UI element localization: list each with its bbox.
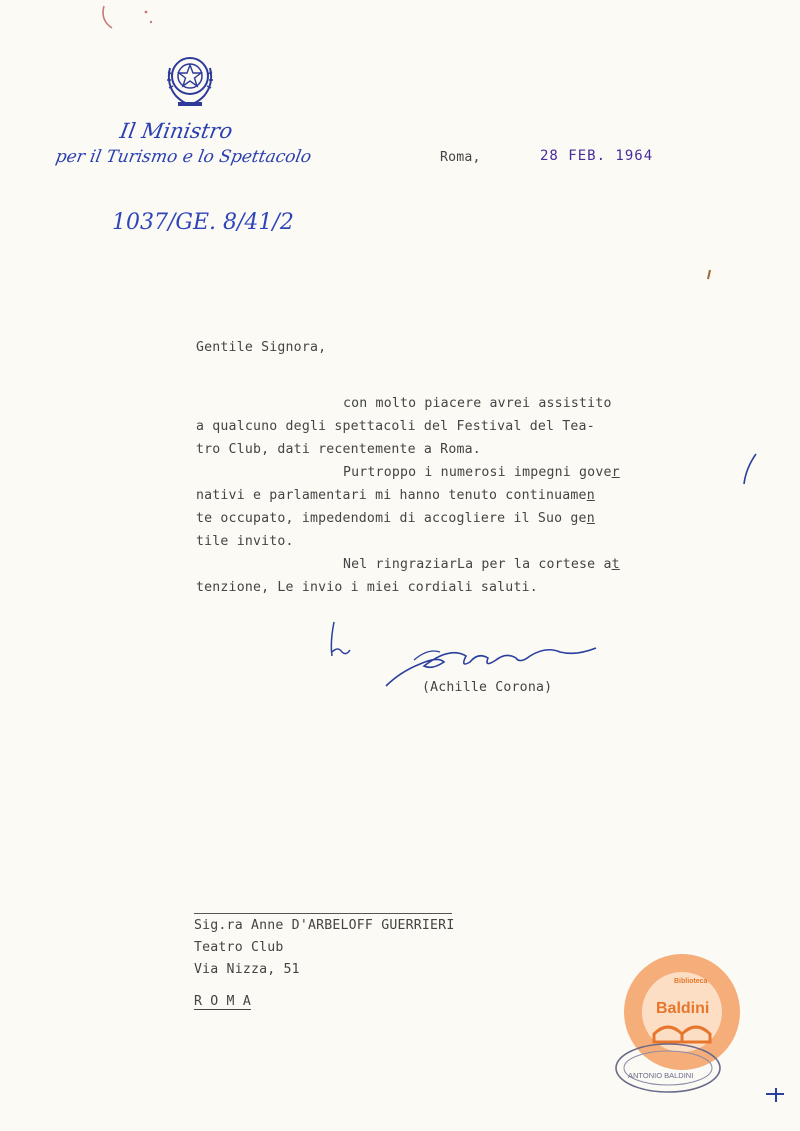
text-span: te occupato, impedendomi di accogliere il Suo ge xyxy=(196,511,587,526)
corner-blue-mark xyxy=(764,1086,790,1106)
library-stamp-label-2: Baldini xyxy=(656,1000,710,1017)
ministry-line-2: per il Turismo e lo Spettacolo xyxy=(53,147,313,167)
italian-republic-emblem-icon xyxy=(160,48,220,110)
body-p2-line4: tile invito. xyxy=(196,534,294,549)
text-span: n xyxy=(586,488,595,503)
date-stamp: 28 FEB. 1964 xyxy=(540,148,654,164)
margin-pencil-mark xyxy=(740,450,760,490)
protocol-number: 1037/GE. 8/41/2 xyxy=(112,210,294,235)
body-p2-line1 xyxy=(343,465,620,480)
dateline-place: Roma, xyxy=(440,150,481,165)
address-city: R O M A xyxy=(194,994,251,1009)
oval-collection-stamp xyxy=(612,1040,724,1096)
text-span: r xyxy=(611,465,620,480)
address-rule xyxy=(194,913,452,914)
typed-signature-name: (Achille Corona) xyxy=(422,680,553,695)
corner-mark xyxy=(96,2,156,32)
text-span: n xyxy=(586,511,595,526)
text-span: nativi e parlamentari mi hanno tenuto continuame xyxy=(196,488,587,503)
stray-mark xyxy=(705,266,713,278)
body-p3-line2: tenzione, Le invio i miei cordiali saluti. xyxy=(196,580,538,595)
body-p2-line3 xyxy=(196,511,595,526)
body-p1-line2: a qualcuno degli spettacoli del Festival del Tea- xyxy=(196,419,595,434)
library-stamp-label-1: Biblioteca xyxy=(674,978,708,985)
ministry-line-1: Il Ministro xyxy=(118,119,235,143)
address-line3: Via Nizza, 51 xyxy=(194,962,300,977)
text-span: Nel ringraziarLa per la cortese a xyxy=(343,557,612,572)
body-p1-line1: con molto piacere avrei assistito xyxy=(343,396,612,411)
ministry-title xyxy=(53,118,330,170)
body-p1-line3: tro Club, dati recentemente a Roma. xyxy=(196,442,481,457)
oval-stamp-text: ANTONIO BALDINI xyxy=(628,1071,694,1080)
address-line1: Sig.ra Anne D'ARBELOFF GUERRIERI xyxy=(194,918,455,933)
body-p3-line1 xyxy=(343,557,620,572)
text-span: Purtroppo i numerosi impegni gove xyxy=(343,465,612,480)
text-span: t xyxy=(611,557,620,572)
body-p2-line2 xyxy=(196,488,595,503)
salutation: Gentile Signora, xyxy=(196,340,327,355)
address-line2: Teatro Club xyxy=(194,940,284,955)
